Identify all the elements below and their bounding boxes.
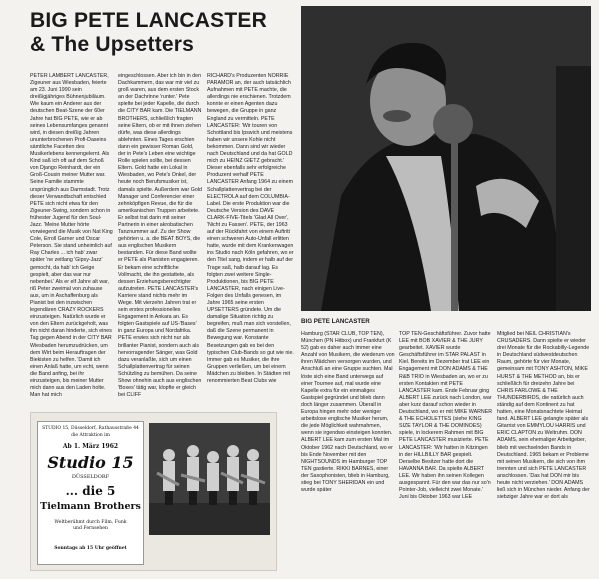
text-column-2: eingeschlossen. Aber ich bin in den Dachkammern, das war mir viel zu groß waren, aus dem ersten Stock an der Dachrinne 'runter.' Pete spielte bei jeder Kapelle, die durch die CITY BAR kam. Die TIELMANN BROTHERS, schließlich fragten seine Eltern, ob er mit ihnen ziehen dürfe, was diese allerdings ablehnten. Eines Tages erschien dann ein gewisser Roman Gold, der in Pete's Leben eine wichtige Rolle spielen sollte, bei dessen Eltern. Gold hatte ein Lokal in Wiesbaden, wo Pete's Onkel, der heute noch Berufsmusiker ist, damals spielte. Außerdem war Gold Manager und Conferencier einer zehnköpfigen Revue, die für die amerikanischen Truppen arbeitete. Er selbst trat darin mit seiner Partnerin in einer akrobatischen Tanznummer auf. Zu der Show gehörten u. a. die BEAT BOYS, die aus englischen Musikern bestanden. Für diese Band wollte er PETE als Pianisten engagieren. Er bekam eine schriftliche Vollmacht, die ihn gestattete, als dessen Erziehungsberechtigter aufzutreten. PETE LANCASTER's Karriere stand nichts mehr im Wege. Mit vierzehn Jahren trat er sein erstes professionelles Engagement in Ankara an. Es folgten Gastspiele auf US-'Bases' in ganz Europa und Nordafrika. PETE erwies sich nicht nur als brillanter Pianist, sondern auch als hervorragender Sänger, was Gold dazu veranlaßte, sich um einen Schallplattenvertrag für seinen Schützling zu bemühen. Da seine Show ohnehin auch aus englischen 'Boxes' tätig war, klopfte er gleich bei CLIFF <box>118 73 202 399</box>
flyer-card <box>37 421 144 565</box>
text-column-1: PETER LAMBERT LANCASTER, Zigeuner aus Wiesbaden, feierte am 23. Juni 1990 sein dreißigjähriges Bühnenjubiläum. Wie kaum ein Anderer aus der deutschen Beat-Szene der 60er Jahre hat BIG PETE, wie er ab seines Lebensumfanges genannt wird, in diesen dreißig Jahren ununterbrochenen Profi-Daseins sämtliche Facetten des Musikerlebens kennengelernt. Als Kind saß ich oft auf dem Schoß von Django Reinhardt, der ein Groß-Cousin meiner Mutter war. Seine Familie stammte ursprünglich aus Darmstadt. Trotz dieser Verwandtschaft entschied PETE sich nicht etwa für den Zigeuner-Swing, sondern schon in frühester Jugend für den Soul-Jazz. 'Meine Mutter hörte vorwiegend die Musik von Nat King Cole, Erroll Garner und Oscar Peterson. Sie stand unheimlich auf Ray Charles ... ich hab' zwar später 'ne zeitlang 'Gipsy-Jazz' gemocht, da hab' ich Geige gespielt, aber das war nur nebenbei.' Als er elf Jahre alt war, riß Peter zweimal von zuhause aus, um in Aschaffenburg als Pianist bei den inzwischen legendären CRAZY ROCKERS einzusteigen. Natürlich wurde er von den Eltern zurückgeholt, was ihn nicht daran hinderte, sich eines Tag gegen Abend in der CITY BAR Wiesbaden herumzudrücken, um dem Wirt beim Herauftragen der Biekisten zu helfen. 'Damit ich einen Anlaß hatte, um echt, wenn die Band anfing, bei ihr einzusteigen, bis meiner Mutter mich dann aus den Laden holte. Man hat mich <box>30 73 113 399</box>
text-column-6: Mitglied bei NEIL CHRISTIAN's CRUSADERS. Dann spielte er wieder drei Monate für die Rockabilly-Legende in Deutschland südwestdeutschen Raum, gehörte für vier Monate, gemeinsam mit TONY ASHTON, MIKE HURST & THE METHOD an, bis er schließlich für dreizehn Jahre bei CHRIS FARLOWE & THE THUNDERBIRDS, die natürlich auch ständig auf dem Kontinent zu hat hatten, eine Monatsnachtete Heimat fand. ALBERT LEE gelangte später als Gitarrist von EMMYLOU HARRIS und ERIC CLAPTON zu Weltruhm. DON ADAMS, sein ehemaliger Arbeitgeber, blieb mit wechselnden Bands in Deutschland. 1965 bekam er Probleme mit seinen Musikern, die sich von ihm trennten und sich PETE LANCASTER anschlossen. 'Das hat DON mir bis heute nicht verziehen.' DON ADAMS ließ sich in München nieder. Anfang der siebziger Jahre war er dort als <box>497 331 590 501</box>
performer-photo <box>301 6 591 311</box>
text-column-5: TOP TEN-Geschäftsführer. Zuvor hatte LEE mit BOB XAVIER & THE JURY gearbeitet. XAVIER wurde Geschäftsführer im STAR PALAST in Kiel. Bereits im Dezember trat LEE ein Engagement mit DON ADAMS & THE R&B TRIO in Wiesbaden an, wo er zu ersten Kontakten mit PETE LANCASTER kam. Ende Februar ging ALBERT LEE zurück nach London, war aber kurz darauf schon wieder in Deutschland, wo er mit MIKE WARNER & THE ECHOLETTES (siehe KING SIZE TAYLOR & THE DOMINOES) spiele, in lockerem Rahmen mit BIG PETE LANCASTER musizierte. PETE LANCASTER: 'Wir hatten in Kitzingen in der HILLBILLY BAR gespielt. Derselbe Besitzer hatte dort die HAVANNA BAR. Da spielte ALBERT LEE. Wir haben ihn seinen Kollegen ausgespannt. Für den war das nur so'n Pointer-Job, vielleicht zwei Monate.' Juni bis Oktober 1963 war LEE <box>399 331 493 501</box>
flyer-city: DÜSSELDORF <box>71 474 110 480</box>
flyer-band-name: Tielmann Brothers <box>40 501 141 512</box>
page-title <box>30 9 267 57</box>
band-photo <box>149 423 270 535</box>
flyer-tagline: Weltberühmt durch Film, Funk und Fernsehen <box>54 520 127 531</box>
text-column-4: Hamburg (STAR CLUB, TOP TEN), München (PN Hitbox) und Frankfurt (K 52) gab es daher auch immer eine Anzahl von Musikern, die wiederum von ihren Mädchen versorgen wurden, und Anschluß an eine Gruppe suchten. Mal löste sich eine Band unterwegs auf einer Tournee auf, mal wurde eine Kapelle extra für ein einmaliges Gastspiel gegründet und blieb dann doch länger zusammen. Überall in Europa hingen mehr oder weniger arbeitslose englische Musiker herum, die jede Möglichkeit wahrnahmen, wenn sie irgendwo einsteigen konnten. ALBERT LEE kam zum ersten Mal im Oktober 1962 nach Deutschland, wo er bis Ende November mit den NIGHTSOUNDS im Hamburger TOP TEN gastierte. RIKKI BARNES, einer der Saxophonisten, blieb in Hamburg, stieg bei TONY SHERIDAN ein und wurde später <box>301 331 395 494</box>
photo-caption: BIG PETE LANCASTER <box>301 318 370 325</box>
performer-illustration <box>301 6 591 311</box>
flyer-header: STUDIO 15, Düsseldorf, Rathausstraße 44 <box>42 426 139 431</box>
text-column-3: RICHARD's Produzenten NORRIE PARAMOR an, der auch tatsächlich Aufnahmen mit PETE machte, die allerdings nie erschienen. Trotzdem konnte er einen Agenten dazu bewegen, die Gruppe in ganz England zu vermitteln. PETE LANCASTER: 'Wir touren von Schottland bis Ipswich und meistens haben wir unsere Kohle nicht bekommen. Dann sind wir wieder nach Deutschland und da hat GOLD mich zu HEINZ GIETZ gebracht.' Dieser ebenfalls sehr erfolgreiche Produzent verhalf PETE LANCASTER Anfang 1964 zu einem Schallplattenvertrag bei der ELECTROLA auf dem COLUMBIA-Label. Die erste Produktion war die Deutsche Version des DAVE CLARK-FIVE-Titels 'Glad All Over', 'Nicht zu Fassen'. PETE, der 1963 auf der Rückfahrt von einem Auftritt einen schweren Auto-Unfall erlitten hatte, wurde mit dem Krankenwagen ins Studio nach Köln gefahren, wo er den Titel sang, indem er halb auf der Trage saß, halb darauf lag. Es folgten zwei weitere Single-Produktionen, bis BIG PETE LANCASTER, nach einigen Live-Folgen des Unfalls genesen, im Jahre 1965 seine ersten UPSETTERS gründete. Um die damalige Situation richtig zu begreifen, muß man sich vorstellen, daß die Szene permanent in Bewegung war. Konstante Besetzungen gab es bei den typischen Club-Bands so gut wie nie. Immer gab es Musiker, die ihre Gruppen verließen, um bei einem Mädchen zu bleiben. In Städten mit renommierten Beat Clubs wie <box>207 73 294 385</box>
flyer-footer: Sonntags ab 15 Uhr geöffnet <box>54 546 127 551</box>
flyer-subheader: die Attraktion im <box>71 433 110 438</box>
band-illustration <box>149 423 270 535</box>
title-line-2: & The Upsetters <box>30 33 195 56</box>
flyer-dots: ... die 5 <box>65 484 116 498</box>
concert-flyer <box>30 412 277 571</box>
flyer-date: Ab 1. März 1962 <box>62 443 119 450</box>
title-line-1: BIG PETE LANCASTER <box>30 9 267 32</box>
flyer-venue: Studio 15 <box>47 453 134 472</box>
